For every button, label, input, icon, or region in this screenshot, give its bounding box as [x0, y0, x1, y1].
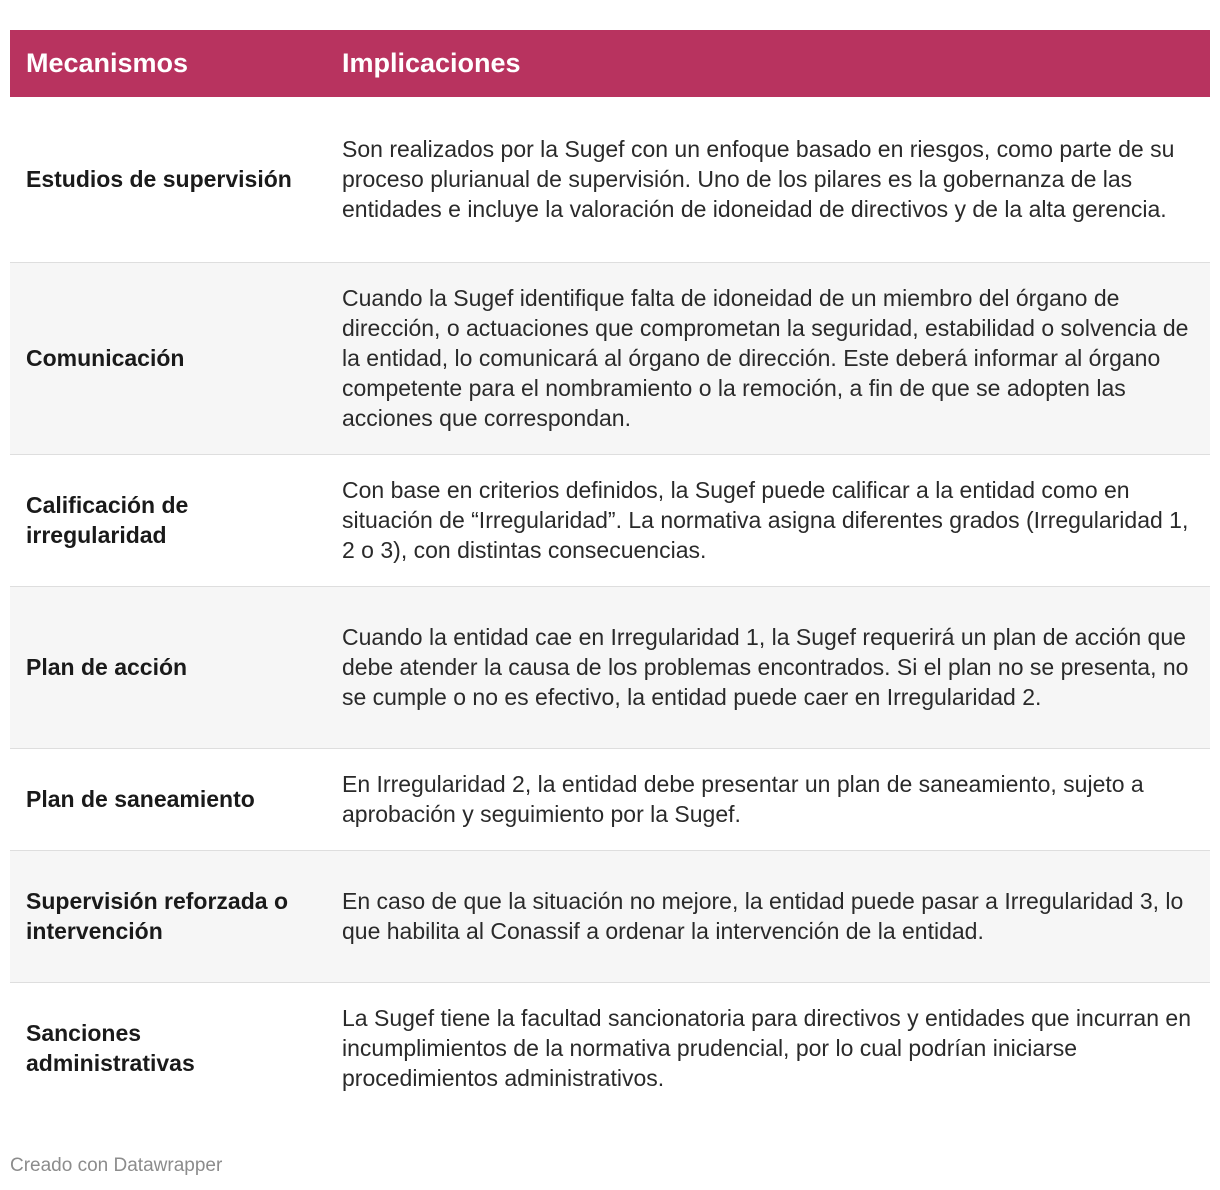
table-row [10, 586, 1210, 748]
mechanisms-table-container [10, 30, 1210, 1114]
implication-cell: En Irregularidad 2, la entidad debe presentar un plan de saneamiento, sujeto a aprobación y seguimiento por la Sugef. [326, 748, 1210, 850]
implication-cell: En caso de que la situación no mejore, la entidad puede pasar a Irregularidad 3, lo que habilita al Conassif a ordenar la intervención de la entidad. [326, 850, 1210, 982]
table-row [10, 982, 1210, 1114]
table-header [10, 30, 1210, 97]
mechanism-cell: Estudios de supervisión [10, 97, 326, 262]
table-row [10, 850, 1210, 982]
table-row [10, 262, 1210, 454]
table-row [10, 97, 1210, 262]
implication-cell: Cuando la entidad cae en Irregularidad 1, la Sugef requerirá un plan de acción que debe atender la causa de los problemas encontrados. Si el plan no se presenta, no se cumple o no es efectivo, la entidad puede caer en Irregularidad 2. [326, 586, 1210, 748]
mechanism-cell: Calificación de irregularidad [10, 454, 326, 586]
table-row [10, 454, 1210, 586]
table-row [10, 748, 1210, 850]
implication-cell: Con base en criterios definidos, la Sugef puede calificar a la entidad como en situación de “Irregularidad”. La normativa asigna diferentes grados (Irregularidad 1, 2 o 3), con distintas consecuencias. [326, 454, 1210, 586]
mechanism-cell: Plan de acción [10, 586, 326, 748]
table-body [10, 97, 1210, 1114]
mechanism-cell: Sanciones administrativas [26, 1020, 195, 1077]
table-header-row [10, 30, 1210, 97]
implication-cell: Son realizados por la Sugef con un enfoque basado en riesgos, como parte de su proceso plurianual de supervisión. Uno de los pilares es la gobernanza de las entidades e incluye la valoración de idoneidad de directivos y de la alta gerencia. [326, 97, 1210, 262]
column-header-mecanismos[interactable]: Mecanismos [26, 48, 189, 78]
mechanism-cell: Supervisión reforzada o intervención [10, 850, 326, 982]
column-header-implicaciones[interactable]: Implicaciones [342, 48, 521, 78]
mechanisms-table [10, 30, 1210, 1114]
implication-cell: Cuando la Sugef identifique falta de idoneidad de un miembro del órgano de dirección, o actuaciones que comprometan la seguridad, estabilidad o solvencia de la entidad, lo comunicará al órgano de dirección. Este deberá informar al órgano competente para el nombramiento o la remoción, a fin de que se adopten las acciones que correspondan. [326, 262, 1210, 454]
mechanism-cell: Comunicación [10, 262, 326, 454]
mechanism-cell: Plan de saneamiento [10, 748, 326, 850]
datawrapper-credit: Creado con Datawrapper [10, 1155, 223, 1176]
implication-cell: La Sugef tiene la facultad sancionatoria para directivos y entidades que incurran en incumplimientos de la normativa prudencial, por lo cual podrían iniciarse procedimientos administrativos. [342, 1005, 1191, 1092]
